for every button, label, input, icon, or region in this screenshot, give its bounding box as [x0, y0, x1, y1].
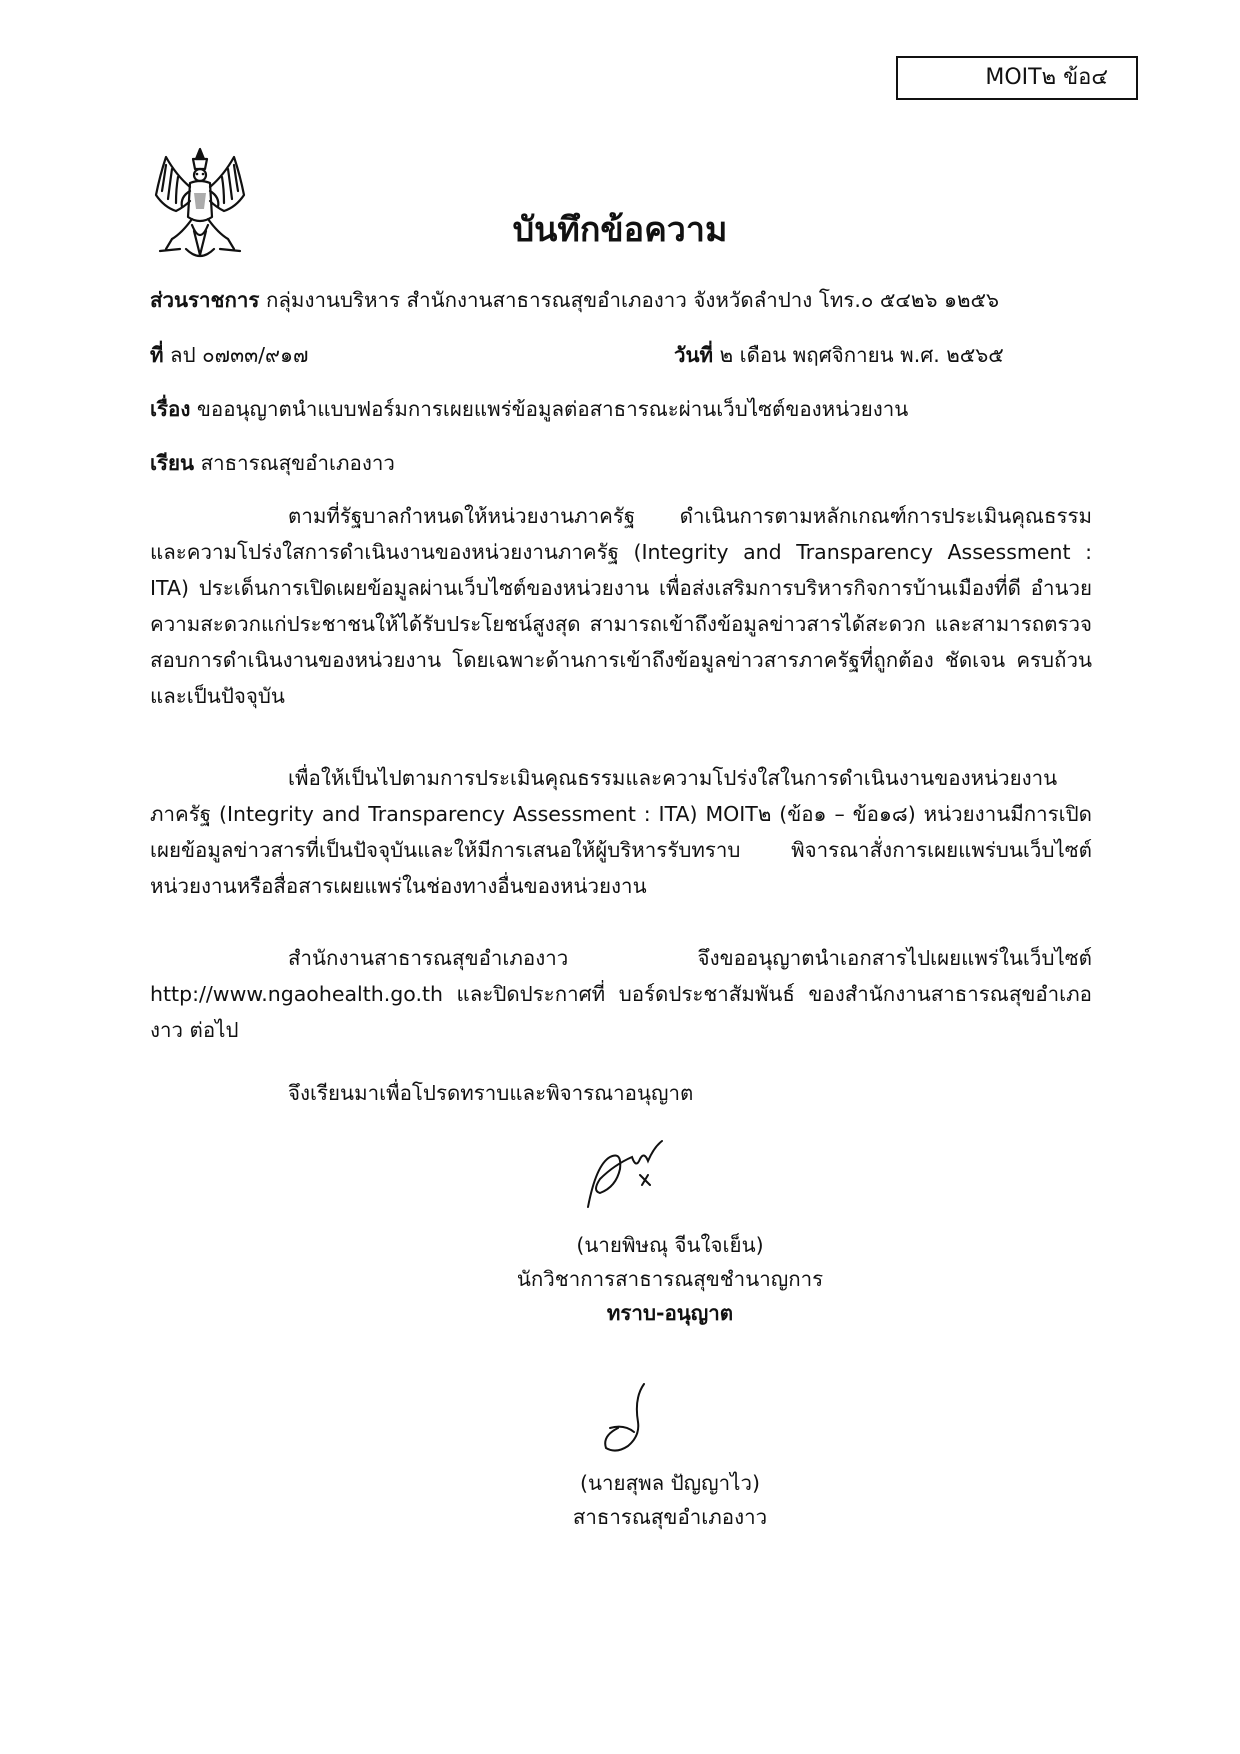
signature-1-image — [570, 1135, 680, 1215]
agency-label: ส่วนราชการ — [150, 288, 260, 312]
signer-1-name: (นายพิษณุ จีนใจเย็น) — [576, 1233, 764, 1257]
date-value: ๒ เดือน พฤศจิกายน พ.ศ. ๒๕๖๕ — [719, 343, 1004, 367]
agency-line — [150, 283, 999, 317]
body-paragraph-3: สำนักงานสาธารณสุขอำเภองาว จึงขออนุญาตนำเอกสารไปเผยแพร่ในเว็บไซต์ http://www.ngaohealth.go.th และปิดประกาศที่ บอร์ดประชาสัมพันธ์ ของสำนักงานสาธารณสุขอำเภองาว ต่อไป — [150, 946, 1092, 1042]
salutation-line — [150, 446, 395, 480]
memo-title: บันทึกข้อความ — [512, 210, 728, 250]
closing-line: จึงเรียนมาเพื่อโปรดทราบและพิจารณาอนุญาต — [288, 1081, 694, 1105]
ref-date-line — [150, 338, 1050, 372]
body-paragraph-2: เพื่อให้เป็นไปตามการประเมินคุณธรรมและความโปร่งใสในการดำเนินงานของหน่วยงานภาครัฐ (Integrity and Transparency Assessment : ITA) MOIT๒ (ข้อ๑ – ข้อ๑๘) หน่วยงานมีการเปิดเผยข้อมูลข่าวสารที่เป็นปัจจุบันและให้มีการเสนอให้ผู้บริหารรับทราบ พิจารณาสั่งการเผยแพร่บนเว็บไซต์หน่วยงานหรือสื่อสารเผยแพร่ในช่องทางอื่นของหน่วยงาน — [150, 766, 1092, 898]
signer-2-position: สาธารณสุขอำเภองาว — [572, 1505, 768, 1529]
body-paragraph-1: ตามที่รัฐบาลกำหนดให้หน่วยงานภาครัฐ ดำเนินการตามหลักเกณฑ์การประเมินคุณธรรม และความโปร่งใสการดำเนินงานของหน่วยงานภาครัฐ (Integrity and Transparency Assessment : ITA) ประเด็นการเปิดเผยข้อมูลผ่านเว็บไซต์ของหน่วยงาน เพื่อส่งเสริมการบริหารกิจการบ้านเมืองที่ดี อำนวยความสะดวกแก่ประชาชนให้ได้รับประโยชน์สูงสุด สามารถเข้าถึงข้อมูลข่าวสารได้สะดวก และสามารถตรวจสอบการดำเนินงานของหน่วยงาน โดยเฉพาะด้านการเข้าถึงข้อมูลข่าวสารภาครัฐที่ถูกต้อง ชัดเจน ครบถ้วน และเป็นปัจจุบัน — [150, 504, 1092, 708]
date-field — [674, 338, 1004, 372]
signer-2-name: (นายสุพล ปัญญาไว) — [580, 1471, 760, 1495]
signer-1-block — [400, 1228, 940, 1330]
subject-value: ขออนุญาตนำแบบฟอร์มการเผยแพร่ข้อมูลต่อสาธารณะผ่านเว็บไซต์ของหน่วยงาน — [196, 397, 909, 421]
header-ref-box: MOIT๒ ข้อ๔ — [896, 56, 1138, 100]
signature-2-image — [588, 1378, 668, 1456]
ref-label: ที่ — [150, 343, 164, 367]
signer-1-position: นักวิชาการสาธารณสุขชำนาญการ — [516, 1267, 824, 1291]
to-value: สาธารณสุขอำเภองาว — [200, 451, 395, 475]
date-label: วันที่ — [674, 343, 714, 367]
signer-2-block — [400, 1466, 940, 1534]
to-label: เรียน — [150, 451, 195, 475]
approval-text: ทราบ-อนุญาต — [606, 1301, 734, 1325]
subject-line — [150, 392, 908, 426]
agency-value: กลุ่มงานบริหาร สำนักงานสาธารณสุขอำเภองาว จังหวัดลำปาง โทร.๐ ๕๔๒๖ ๑๒๕๖ — [265, 288, 1000, 312]
subject-label: เรื่อง — [150, 397, 191, 421]
ref-value: ลป ๐๗๓๓/๙๑๗ — [170, 343, 309, 367]
